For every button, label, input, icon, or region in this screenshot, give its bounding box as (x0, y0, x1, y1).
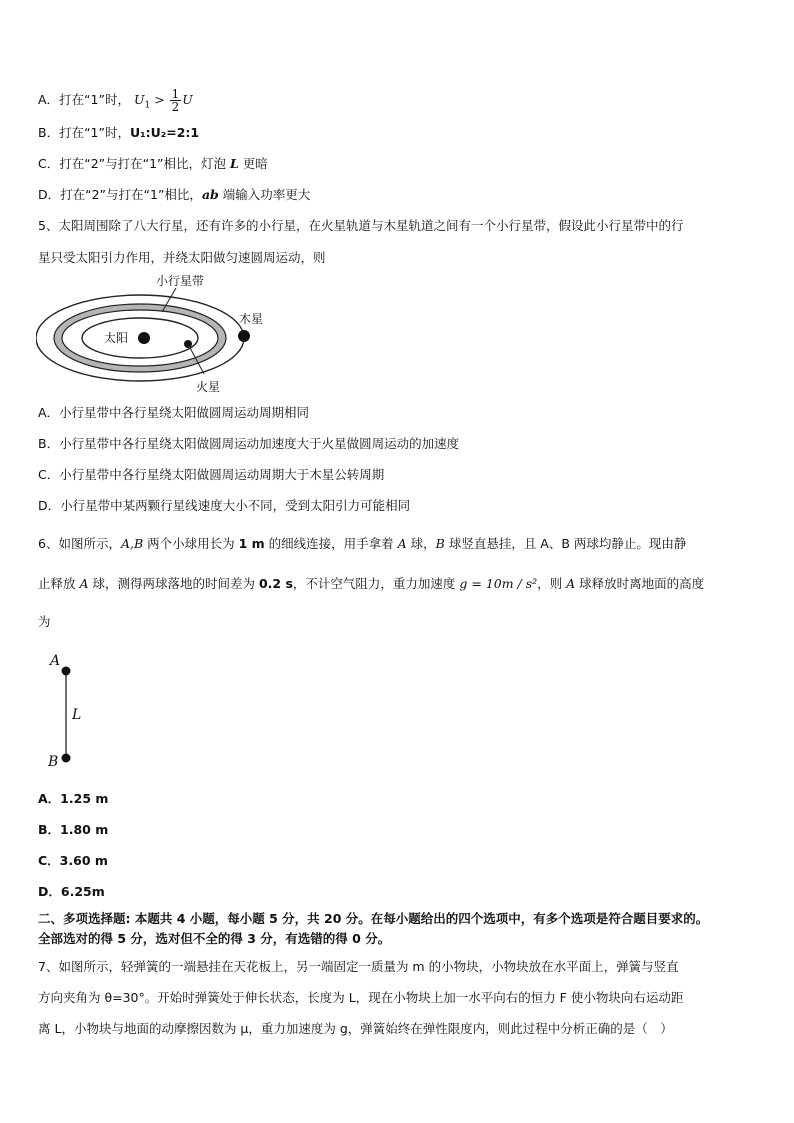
q6-text: ，不计空气阻力，重力加速度 (292, 576, 460, 591)
q6-option-d: D．6.25m (38, 884, 105, 899)
q5-option-b: B．小行星带中各行星绕太阳做圆周运动加速度大于火星做圆周运动的加速度 (38, 436, 460, 451)
q5-orbit-diagram (36, 270, 286, 398)
q6-time-diff: 0.2 s (258, 576, 293, 591)
q6-string-diagram (44, 648, 104, 774)
q6-text: 止释放 (38, 576, 80, 591)
q4-option-d-var: ab (201, 187, 219, 202)
label-jupiter: 木星 (239, 312, 264, 326)
label-asteroid-belt: 小行星带 (156, 274, 205, 288)
q6-stem-line3: 为 (38, 614, 51, 629)
fraction-denominator: 2 (171, 100, 180, 114)
label-l: L (72, 707, 82, 723)
q4-option-a-rhs: U (182, 92, 193, 107)
ball-a (62, 667, 71, 676)
section2-heading-line1: 二、多项选择题: 本题共 4 小题，每小题 5 分，共 20 分。在每小题给出的四个选项中，有多个选项是符合题目要求的。 (38, 911, 709, 926)
q4-option-c (38, 156, 268, 172)
q4-option-c-var: L (230, 156, 239, 171)
q6-var-a: A (79, 576, 89, 591)
q5-stem-line2: 星只受太阳引力作用，并绕太阳做匀速圆周运动，则 (38, 250, 326, 265)
section2-heading-line2: 全部选对的得 5 分，选对但不全的得 3 分，有选错的得 0 分。 (38, 931, 391, 946)
label-a: A (50, 653, 61, 669)
fraction-numerator: 1 (171, 87, 180, 101)
q4-option-d (38, 187, 310, 203)
sun-dot (138, 332, 150, 344)
q6-text: 球释放时离地面的高度 (575, 576, 705, 591)
q6-text: 球竖直悬挂，且 A、B 两球均静止。现由静 (444, 536, 687, 551)
q6-var-b: B (435, 536, 445, 551)
q6-var-a: A (397, 536, 407, 551)
q6-option-a: A．1.25 m (38, 791, 109, 806)
q4-option-b-text: B．打在“1”时， (38, 125, 130, 140)
q4-option-a-op: > (150, 92, 169, 107)
q7-stem-line3: 离 L，小物块与地面的动摩擦因数为 μ，重力加速度为 g，弹簧始终在弹性限度内，则此过程中分析正确的是（ ） (38, 1021, 673, 1036)
q6-text: ，则 (537, 576, 567, 591)
q6-stem-line1 (38, 536, 686, 552)
q5-option-a: A．小行星带中各行星绕太阳做圆周运动周期相同 (38, 405, 310, 420)
label-mars: 火星 (196, 380, 221, 394)
q4-option-b-expr: U₁:U₂=2:1 (129, 125, 200, 140)
q6-text: 的细线连接，用手拿着 (264, 536, 398, 551)
q6-option-b: B．1.80 m (38, 822, 109, 837)
q6-gravity: g = 10m / s² (459, 576, 538, 591)
q4-option-d-text: D．打在“2”与打在“1”相比， (38, 187, 202, 202)
q7-stem-line2: 方向夹角为 θ=30°。开始时弹簧处于伸长状态，长度为 L，现在小物块上加一水平向右的恒力 F 使小物块向右运动距 (38, 990, 684, 1005)
q6-var-ab: A,B (120, 536, 144, 551)
q4-option-a-sub: 1 (144, 100, 151, 111)
q4-option-b (38, 125, 199, 141)
ball-b (62, 754, 71, 763)
jupiter-dot (238, 330, 250, 342)
q6-text: 6、如图所示， (38, 536, 121, 551)
q6-option-c: C．3.60 m (38, 853, 108, 868)
q5-option-c: C．小行星带中各行星绕太阳做圆周运动周期大于木星公转周期 (38, 467, 385, 482)
q6-text: 两个小球用长为 (143, 536, 239, 551)
q4-option-a-fraction (170, 88, 182, 113)
q4-option-a-var: U (133, 92, 145, 107)
q6-length: 1 m (238, 536, 265, 551)
q4-option-d-suffix: 端输入功率更大 (218, 187, 311, 202)
q7-stem-line1: 7、如图所示，轻弹簧的一端悬挂在天花板上，另一端固定一质量为 m 的小物块，小物块放在水平面上，弹簧与竖直 (38, 959, 679, 974)
label-sun: 太阳 (104, 331, 129, 345)
q6-var-a: A (566, 576, 576, 591)
q5-option-d: D．小行星带中某两颗行星线速度大小不同，受到太阳引力可能相同 (38, 498, 411, 513)
q6-text: 球， (406, 536, 436, 551)
q4-option-a-text: A．打在“1”时， (38, 92, 130, 107)
q6-stem-line2 (38, 576, 704, 592)
q4-option-c-suffix: 更暗 (238, 156, 268, 171)
label-b: B (48, 754, 59, 770)
q4-option-c-text: C．打在“2”与打在“1”相比，灯泡 (38, 156, 231, 171)
q6-text: 球，测得两球落地的时间差为 (88, 576, 259, 591)
q4-option-a (38, 88, 193, 114)
q5-stem-line1: 5、太阳周围除了八大行星，还有许多的小行星，在火星轨道与木星轨道之间有一个小行星带，假设此小行星带中的行 (38, 218, 684, 233)
